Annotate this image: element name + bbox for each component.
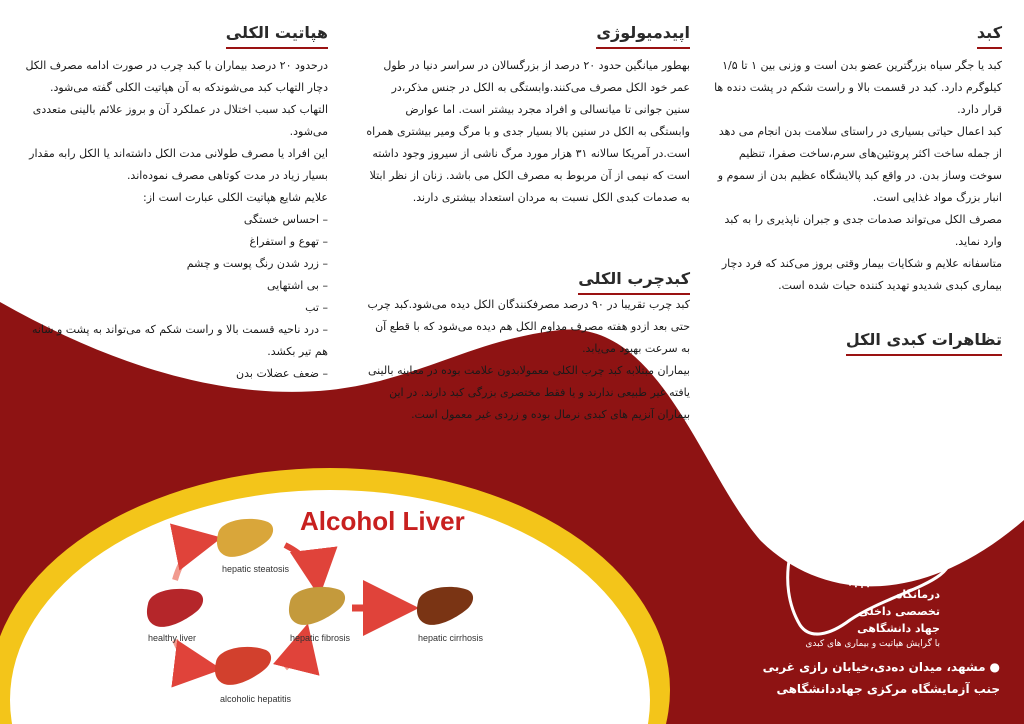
symptoms-heading: تظاهرات کبدی الکل (846, 327, 1002, 356)
address-line-1: ●مشهد، میدان ده‌دی،خیابان رازی غربی (700, 656, 1000, 678)
hepatitis-symptom-item: – ضعف عضلات بدن (236, 367, 328, 380)
hepatitis-symptom-item: – تب (305, 301, 328, 314)
label-hepatic-steatosis: hepatic steatosis (222, 564, 290, 574)
arrow-healthy-to-steatosis (175, 540, 210, 580)
hepatitis-symptom-item: – بی اشتهایی (267, 279, 328, 292)
hepatitis-symptom-item: – درد ناحیه قسمت بالا و راست شکم که می‌تواند به پشت و شانه هم تیر بکشد. (31, 323, 328, 358)
fatty-liver-heading: کبدچرب الکلی (578, 266, 690, 295)
hepatitis-para-4: علایم شایع هپاتیت الکلی عبارت است از: (143, 191, 328, 204)
clinic-subtitle: با گرایش هپاتیت و بیماری های کبدی (805, 639, 940, 649)
clinic-name-line-1: درمانگاه (895, 588, 940, 601)
label-hepatic-cirrhosis: hepatic cirrhosis (418, 633, 484, 643)
healthy-liver-image (147, 589, 203, 627)
hepatitis-symptom-item: – احساس خستگی (243, 213, 328, 226)
symptoms-intro: مصرف الکل می‌تواندهمراه با طیفی از تظاهرات کبدی باشد. (733, 363, 1002, 401)
liver-para-1: کبد یا جگر سیاه بزرگترین عضو بدن است و وزنی بین ۱ تا ۱/۵ کیلوگرم دارد. کبد در قسمت بالا و راست شکم در پشت دنده ها قرار دارد. (714, 59, 1002, 116)
steatosis-liver-image (217, 519, 273, 557)
fibrosis-liver-image (289, 587, 345, 625)
clinic-name-line-3: جهاد دانشگاهی (857, 622, 940, 635)
hepatitis-para-1: درحدود ۲۰ درصد بیماران با کبد چرب در صورت ادامه مصرف الکل دچار التهاب کبد می‌شوندکه به آن هپاتیت الکلی گفته می‌شود. (25, 59, 328, 94)
label-healthy-liver: healthy liver (148, 633, 197, 643)
arrow-healthy-to-hepatitis (175, 640, 210, 668)
liver-heading: کبد (977, 20, 1002, 49)
liver-para-2: کبد اعمال حیاتی بسیاری در راستای سلامت بدن انجام می دهد از جمله ساخت اکثر پروتئین‌های سرم،ساخت صفرا، تنظیم سوخت وساز بدن. در واقع کبد پالایشگاه عظیم بدن از سموم و انبار بزرگ مواد غذایی است. (717, 125, 1002, 204)
diagram-title: Alcohol Liver (300, 506, 465, 536)
cirrhosis-liver-image (417, 587, 473, 625)
epidemiology-para: بهطور میانگین حدود ۲۰ درصد از بزرگسالان در سراسر دنیا در طول عمر خود الکل مصرف می‌کنند.وابستگی به الکل در جنس مذکر،در سنین جوانی تا میانسالی و افراد مجرد بیشتر است. اما عوارض وابستگی به الکل در سنین بالا بسیار جدی و با مرگ ومیر بیشتری همراه است.در آمریکا سالانه ۳۱ هزار مورد مرگ ناشی از سیروز وجود داشته است که نیمی از آن مربوط به مصرف الکل می باشد. زنان از نظر ابتلا به صدمات کبدی الکل نسبت به مردان استعداد بیشتری دارند. (366, 59, 690, 204)
liver-para-4: متاسفانه علایم و شکایات بیمار وقتی بروز می‌کند که فرد دچار بیماری کبدی شدیدو تهدید کننده حیات شده است. (721, 257, 1002, 292)
hepatitis-symptom-item: – تهوع و استفراغ (249, 235, 328, 248)
label-alcoholic-hepatitis: alcoholic hepatitis (220, 694, 292, 704)
symptom-item: – سیروز شکمی(تنبلی کبد و آب آوردن شکم) (762, 459, 984, 473)
location-pin-icon: ● (989, 660, 1000, 674)
liver-para-3: مصرف الکل می‌تواند صدمات جدی و جبران ناپذیری را به کبد وارد نماید. (724, 213, 1002, 248)
label-hepatic-fibrosis: hepatic fibrosis (290, 633, 351, 643)
address-line-2: جنب آزمایشگاه مرکزی جهاددانشگاهی (776, 682, 1000, 696)
epidemiology-heading: اپیدمیولوژی (596, 20, 690, 49)
symptom-item: – سرطان کبد (916, 483, 984, 497)
symptom-item: – کبد چرب الکلی (897, 411, 984, 425)
clinic-name-line-2: تخصصی داخلی (858, 605, 940, 618)
hepatitis-liver-image (215, 647, 271, 685)
fatty-liver-para-2: بیماران مبتلابه کبد چرب الکلی معمولابدون علامت بوده در معاینه بالینی یافته غیر طبیعی ندارند و یا فقط مختصری بزرگی کبد دارند. در این بیماران آنزیم های کبدی نرمال بوده و زردی غیر معمول است. (368, 364, 690, 421)
hepatitis-para-3: این افراد یا مصرف طولانی مدت الکل داشته‌اند یا الکل رابه مقدار بسیار زیاد در مدت کوتاهی مصرف نموده‌اند. (29, 147, 328, 182)
symptom-item: – هپاتیت الکلی (910, 435, 984, 449)
arrow-steatosis-to-fibrosis (285, 545, 318, 585)
clinic-logo-text (740, 586, 940, 651)
hepatitis-para-2: التهاب کبد سبب اختلال در عملکرد آن و بروز علائم بالینی متعددی می‌شود. (32, 103, 328, 138)
hepatitis-symptom-item: – زرد شدن رنگ پوست و چشم (186, 257, 328, 270)
clinic-address (700, 656, 1000, 700)
fatty-liver-para-1: کبد چرب تقریبا در ۹۰ درصد مصرفکنندگان الکل دیده می‌شود.کبد چرب حتی بعد ازدو هفته مصرف مداوم الکل هم دیده می‌شود که با قطع آن به سرعت بهبود می‌یابد. (367, 298, 690, 355)
hepatitis-heading: هپاتیت الکلی (226, 20, 328, 49)
